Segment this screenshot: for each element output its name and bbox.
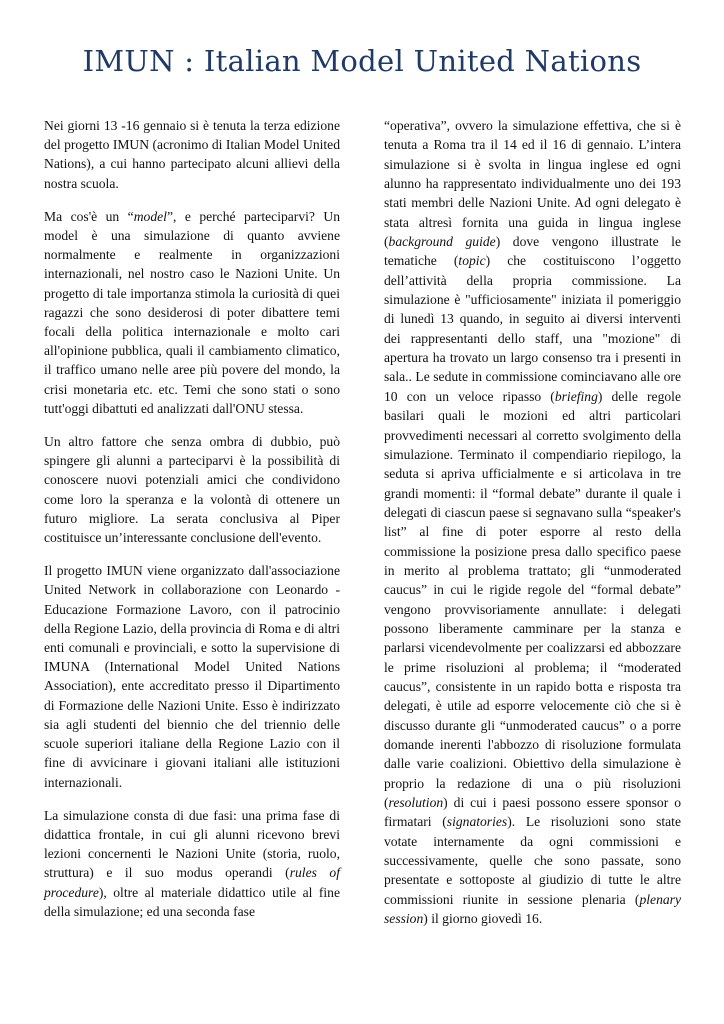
left-column — [44, 116, 340, 935]
right-column — [384, 116, 681, 928]
text-run: ) che costituiscono l’oggetto dell’attività della propria commissione. La simulazione è "ufficiosamente" iniziata il pomeriggio di lunedì 13 quando, in seguito ai diversi interventi dei rappresentanti dello staff, una "mozione" di apertura ha trovato un largo consenso tra i presenti in sala.. Le sedute in commissione cominciavano alle ore 10 con un veloce ripasso ( — [384, 253, 681, 404]
paragraph-organization: Il progetto IMUN viene organizzato dall'associazione United Network in collaborazione con Leonardo - Educazione Formazione Lavoro, con il patrocinio della Regione Lazio, della provincia di Roma e di altri enti comunali e provinciali, e sotto la supervisione di IMUNA (International Model United Nations Association), ente accreditato presso il Dipartimento di Formazione delle Nazioni Unite. Esso è indirizzato sia agli studenti del biennio che del triennio delle scuole superiori italiane della Regione Lazio con il fine di avvicinare i giovani italiani alle istituzioni internazionali. — [44, 563, 340, 790]
text-run: ) il giorno giovedì 16. — [423, 911, 543, 927]
paragraph-friends: Un altro fattore che senza ombra di dubbio, può spingere gli alunni a parteciparvi è la possibilità di conoscere nuovi potenziali amici che condividono come loro la speranza e la volontà di ottenere un futuro migliore. La serata conclusiva al Piper costituisce un’interessante conclusione dell'evento. — [44, 434, 340, 546]
text-run: ) delle regole basilari quali le mozioni ed altri particolari provvedimenti necessari al corretto svolgimento della simulazione. Terminato il compendiario riepilogo, la seduta si apriva ufficialmente e si articolava in tre grandi momenti: il “formal debate” durante il quale i delegati di ciascun paese si segnavano sulla “speaker's list” al fine di poter esporre al resto della commissione la posizione presa dallo specifico paese in merito al problema trattato; gli “unmoderated caucus” in cui le rigide regole del “formal debate” vengono provvisoriamente annullate: i delegati possono liberamente camminare per la stanza e parlarsi vicendevolmente per coalizzarsi ed abbozzare le prime risoluzioni al problema; il “moderated caucus”, consistente in un rapido botta e risposta tra delegati, è utile ad esporre velocemente ciò che si è discusso durante gli “unmoderated caucus” o a porre domande inerenti l'abbozzo di risoluzione formulata dalle varie coalizioni. Obiettivo della simulazione è proprio la redazione di una o più risoluzioni ( — [384, 388, 681, 811]
text-run: ). Le risoluzioni sono state votate internamente da ogni commissioni e successivamente, quelle che sono passate, sono presentate e sottoposte al giudizio di tutte le altre commissioni riunite in sessione plenaria ( — [384, 814, 681, 907]
italic-term: briefing — [554, 388, 598, 404]
italic-term: model — [133, 208, 167, 224]
italic-term: plenary session — [384, 891, 681, 927]
text-run: ) dove vengono illustrate le tematiche ( — [384, 234, 681, 269]
paragraph-phases — [44, 806, 340, 921]
italic-term: background guide — [388, 234, 496, 250]
page-title: IMUN : Italian Model United Nations — [82, 44, 642, 78]
paragraph-what-is-model — [44, 207, 340, 418]
paragraph-simulation — [384, 116, 681, 928]
text-run: ), oltre al materiale didattico utile al fine della simulazione; ed una seconda fase — [44, 884, 340, 919]
text-run: ) di cui i paesi possono essere sponsor o firmatari ( — [384, 795, 681, 830]
paragraph-intro: Nei giorni 13 -16 gennaio si è tenuta la terza edizione del progetto IMUN (acronimo di Italian Model United Nations), a cui hanno partecipato alcuni allievi della nostra scuola. — [44, 118, 340, 191]
text-run: ”, e perché parteciparvi? Un model è una simulazione di quanto avviene normalmente e realmente in organizzazioni internazionali, nel nostro caso le Nazioni Unite. Un progetto di tale importanza stimola la curiosità di quei ragazzi che sono desiderosi di poter dibattere temi focali della politica internazionale e molto cari all'opinione pubblica, quali il cambiamento climatico, il traffico umano nelle aree più povere del mondo, la crisi monetaria etc. etc. Temi che sono stati o sono tutt'oggi dibattuti ed analizzati dall'ONU stessa. — [44, 208, 341, 416]
italic-term: resolution — [388, 795, 444, 811]
text-run: Ma cos'è un “ — [44, 208, 134, 224]
text-run: La simulazione consta di due fasi: una prima fase di didattica frontale, in cui gli alunni ricevono brevi lezioni concernenti le Nazioni Unite (storia, ruolo, struttura) e il suo modus operandi ( — [44, 807, 340, 881]
italic-term: topic — [458, 253, 486, 269]
italic-term: signatories — [446, 814, 508, 830]
italic-term: rules of procedure — [44, 865, 340, 900]
text-run: “operativa”, ovvero la simulazione effettiva, che si è tenuta a Roma tra il 14 ed il 16 di gennaio. L’intera simulazione si è svolta in lingua inglese ed ogni alunno ha rappresentato individualmente uno dei 193 stati membri delle Nazioni Unite. Ad ogni delegato è stata altresì fornita una guida in lingua inglese ( — [384, 118, 681, 250]
